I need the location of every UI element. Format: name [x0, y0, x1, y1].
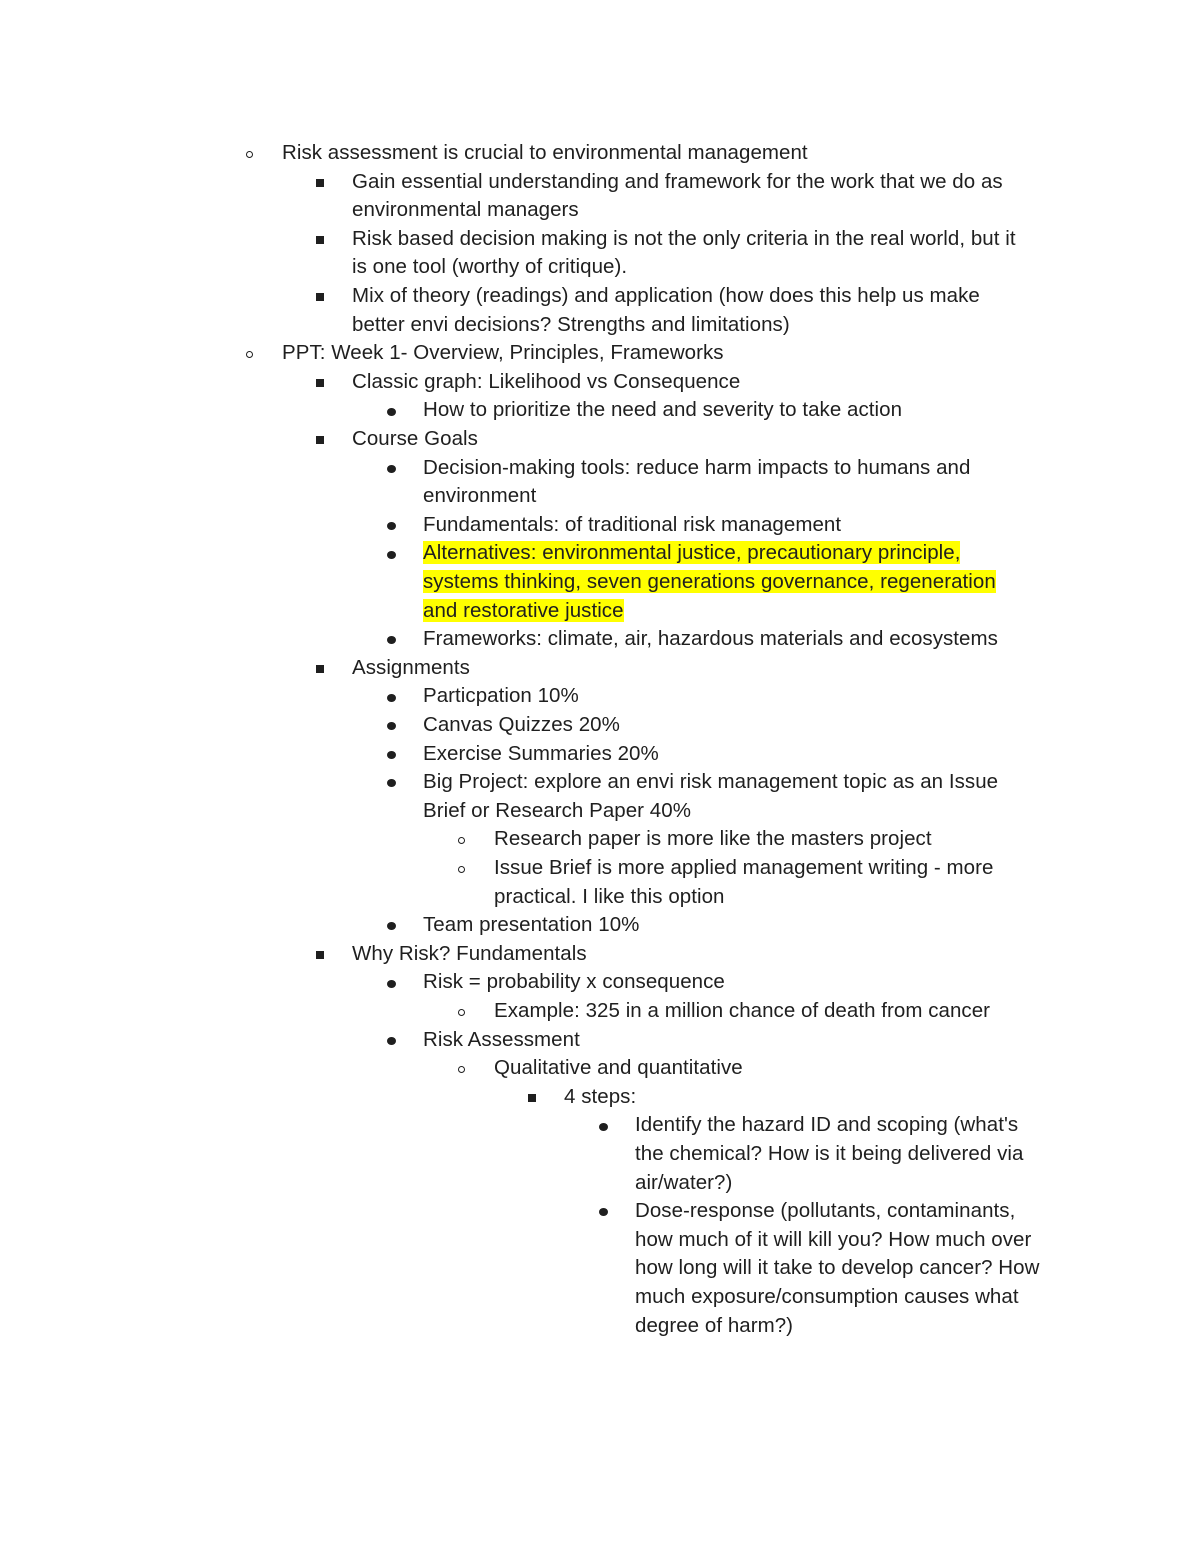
list-item-text-line: air/water?) [635, 1170, 733, 1194]
disc-bullet-icon [387, 779, 396, 787]
list-item-text-line: Example: 325 in a million chance of death from cancer [494, 999, 991, 1022]
square-bullet-icon [316, 236, 324, 244]
list-item-text-line: Risk based decision making is not the only criteria in the real world, but it [352, 226, 1016, 250]
circle-bullet-icon [458, 866, 465, 873]
list-item-text-line: Why Risk? Fundamentals [352, 941, 587, 965]
disc-bullet-icon [387, 1037, 396, 1045]
list-item-text-line: environmental managers [352, 198, 579, 222]
list-item-text-line: Qualitative and quantitative [494, 1056, 743, 1080]
list-item-text-line: Research paper is more like the masters project [494, 827, 932, 851]
list-item-text-line: much exposure/consumption causes what [635, 1284, 1019, 1308]
square-bullet-icon [316, 951, 324, 959]
list-item-text-line: and restorative justice [423, 598, 624, 622]
list-item-text-line: how much of it will kill you? How much over [635, 1227, 1032, 1251]
list-item-text-line: Issue Brief is more applied management writing - more [494, 856, 994, 879]
list-item-text-line: the chemical? How is it being delivered via [635, 1141, 1024, 1165]
list-item-text-line: Assignments [352, 655, 470, 679]
list-item-text-line: systems thinking, seven generations governance, regeneration [423, 569, 996, 593]
disc-bullet-icon [387, 751, 396, 759]
list-item-text-line: practical. I like this option [494, 884, 725, 908]
disc-bullet-icon [387, 694, 396, 702]
disc-bullet-icon [387, 980, 396, 988]
list-item-text-line: Frameworks: climate, air, hazardous materials and ecosystems [423, 627, 998, 651]
list-item-text-line: Gain essential understanding and framework for the work that we do as [352, 169, 1003, 193]
disc-bullet-icon [387, 636, 396, 644]
list-item-text-line: Particpation 10% [423, 684, 579, 708]
list-item-text-line: PPT: Week 1- Overview, Principles, Frameworks [282, 341, 724, 365]
list-item-text-line: environment [423, 484, 537, 508]
disc-bullet-icon [387, 551, 396, 559]
disc-bullet-icon [387, 522, 396, 530]
disc-bullet-icon [599, 1208, 608, 1216]
disc-bullet-icon [387, 465, 396, 473]
list-item-text-line: How to prioritize the need and severity to take action [423, 398, 903, 422]
list-item-text-line: 4 steps: [564, 1084, 637, 1108]
list-item-text-line: Alternatives: environmental justice, precautionary principle, [423, 541, 961, 565]
list-item-text-line: how long will it take to develop cancer? How [635, 1256, 1040, 1280]
list-item-text-line: Team presentation 10% [423, 913, 640, 937]
square-bullet-icon [316, 379, 324, 387]
square-bullet-icon [316, 179, 324, 187]
list-item-text-line: Risk = probability x consequence [423, 970, 725, 994]
circle-bullet-icon [458, 837, 465, 844]
list-item-text-line: Fundamentals: of traditional risk management [423, 512, 842, 536]
list-item-text-line: Course Goals [352, 427, 478, 450]
square-bullet-icon [316, 665, 324, 673]
list-item-text-line: degree of harm?) [635, 1313, 794, 1337]
circle-bullet-icon [246, 151, 253, 158]
list-item-text-line: is one tool (worthy of critique). [352, 255, 628, 279]
list-item-text-line: Exercise Summaries 20% [423, 741, 659, 765]
square-bullet-icon [528, 1094, 536, 1102]
list-item-text-line: Classic graph: Likelihood vs Consequence [352, 369, 741, 393]
circle-bullet-icon [458, 1009, 465, 1016]
disc-bullet-icon [387, 722, 396, 730]
list-item-text-line: Risk Assessment [423, 1027, 580, 1051]
list-item-text-line: Dose-response (pollutants, contaminants, [635, 1199, 1016, 1223]
list-item-text-line: Brief or Research Paper 40% [423, 798, 691, 822]
list-item-text-line: Identify the hazard ID and scoping (what's [635, 1113, 1019, 1137]
square-bullet-icon [316, 293, 324, 301]
list-item-text-line: Big Project: explore an envi risk management topic as an Issue [423, 770, 999, 794]
list-item-text-line: Canvas Quizzes 20% [423, 713, 620, 736]
list-item-text-line: better envi decisions? Strengths and limitations) [352, 312, 790, 336]
circle-bullet-icon [458, 1066, 465, 1073]
circle-bullet-icon [246, 351, 253, 358]
list-item-text-line: Mix of theory (readings) and application (how does this help us make [352, 284, 980, 307]
square-bullet-icon [316, 436, 324, 444]
disc-bullet-icon [387, 922, 396, 930]
disc-bullet-icon [599, 1123, 608, 1131]
list-item-text-line: Decision-making tools: reduce harm impacts to humans and [423, 455, 971, 479]
list-item-text-line: Risk assessment is crucial to environmental management [282, 141, 808, 164]
disc-bullet-icon [387, 408, 396, 416]
